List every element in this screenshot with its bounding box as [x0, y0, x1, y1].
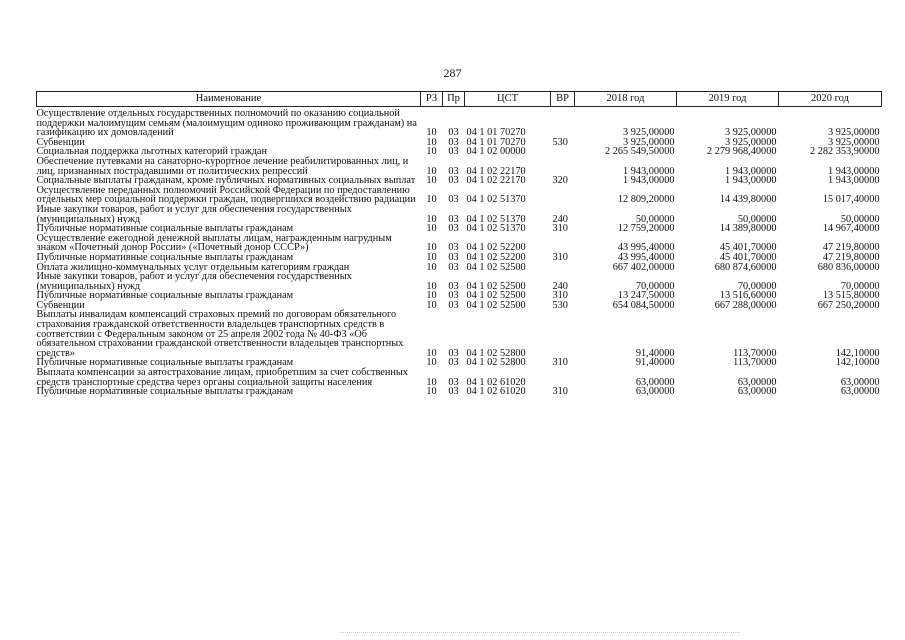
cell-name: Публичные нормативные социальные выплаты гражданам — [36, 290, 294, 302]
cell-name: Социальные выплаты гражданам, кроме публичных нормативных социальных выплат — [36, 175, 416, 187]
cell-2018: 63,00000 — [635, 386, 675, 398]
cell-2020: 667 250,20000 — [817, 299, 880, 311]
cell-2020: 680 836,00000 — [817, 261, 880, 273]
cell-cst: 04 1 02 00000 — [466, 146, 526, 158]
cell-vr: 310 — [552, 223, 568, 235]
cell-vr: 240 — [552, 280, 568, 292]
cell-2019: 14 439,80000 — [719, 194, 777, 206]
page-number: 287 — [443, 66, 462, 80]
cell-pr: 03 — [448, 136, 459, 148]
cell-2020: 70,00000 — [840, 280, 880, 292]
cell-2020: 50,00000 — [840, 213, 880, 225]
cell-2019: 45 401,70000 — [719, 242, 777, 254]
cell-2020: 142,10000 — [835, 347, 880, 359]
cell-2018: 43 995,40000 — [617, 251, 675, 263]
cell-cst: 04 1 02 52500 — [466, 290, 526, 302]
cell-2020: 63,00000 — [840, 386, 880, 398]
cell-rz: 10 — [426, 376, 437, 388]
cell-name: Осуществление отдельных государственных полномочий по оказанию социальной поддержки малоимущим семьям (малоимущим одиноко проживающим гражданам) на газификацию их домовладений — [36, 108, 417, 139]
cell-rz: 10 — [426, 194, 437, 206]
cell-name: Осуществление переданных полномочий Российской Федерации по предоставлению отдельных мер социальной поддержки граждан, подвергшихся воздействию радиации — [36, 184, 416, 206]
cell-rz: 10 — [426, 146, 437, 158]
cell-2018: 654 084,50000 — [612, 299, 675, 311]
cell-2019: 667 288,00000 — [714, 299, 777, 311]
cell-2019: 1 943,00000 — [725, 175, 777, 187]
cell-vr — [551, 263, 575, 273]
cell-2019: 70,00000 — [737, 280, 777, 292]
cell-2019: 1 943,00000 — [725, 165, 777, 177]
cell-name: Иные закупки товаров, работ и услуг для обеспечения государственных (муниципальных) нужд — [36, 203, 352, 225]
cell-2018: 13 247,50000 — [617, 290, 675, 302]
cell-vr — [551, 157, 575, 176]
cell-2018: 43 995,40000 — [617, 242, 675, 254]
table-row — [37, 107, 882, 138]
cell-2020: 1 943,00000 — [828, 165, 880, 177]
cell-2020: 13 515,80000 — [822, 290, 880, 302]
cell-vr: 530 — [552, 136, 568, 148]
cell-pr: 03 — [448, 347, 459, 359]
cell-2019: 2 279 968,40000 — [706, 146, 777, 158]
cell-2018: 667 402,00000 — [612, 261, 675, 273]
cell-pr: 03 — [448, 280, 459, 292]
table-row — [37, 368, 882, 387]
cell-pr: 03 — [448, 127, 459, 139]
cell-vr — [551, 368, 575, 387]
cell-rz: 10 — [426, 251, 437, 263]
cell-vr — [551, 310, 575, 358]
cell-2019: 13 516,60000 — [719, 290, 777, 302]
cell-cst: 04 1 02 52200 — [466, 251, 526, 263]
cell-name: Публичные нормативные социальные выплаты гражданам — [36, 357, 294, 369]
cell-2020: 2 282 353,90000 — [809, 146, 880, 158]
cell-2020: 14 967,40000 — [822, 223, 880, 235]
cell-cst: 04 1 02 52800 — [466, 347, 526, 359]
cell-vr: 310 — [552, 386, 568, 398]
table-row — [37, 310, 882, 358]
cell-pr: 03 — [448, 251, 459, 263]
cell-rz: 10 — [426, 127, 437, 139]
header-cst: ЦСТ — [465, 92, 551, 107]
cell-2019: 45 401,70000 — [719, 251, 777, 263]
cell-cst: 04 1 02 52800 — [466, 357, 526, 369]
cell-2018: 3 925,00000 — [623, 127, 675, 139]
cell-2019: 113,70000 — [733, 347, 777, 359]
cell-rz: 10 — [426, 213, 437, 225]
cell-2020: 1 943,00000 — [828, 175, 880, 187]
cell-2018: 3 925,00000 — [623, 136, 675, 148]
cell-rz: 10 — [426, 136, 437, 148]
cell-cst: 04 1 02 22170 — [466, 165, 526, 177]
cell-vr — [551, 107, 575, 138]
cell-2018: 50,00000 — [635, 213, 675, 225]
cell-rz: 10 — [426, 261, 437, 273]
cell-2019: 50,00000 — [737, 213, 777, 225]
cell-cst: 04 1 02 52200 — [466, 242, 526, 254]
cell-vr: 240 — [552, 213, 568, 225]
cell-rz: 10 — [426, 242, 437, 254]
cell-rz: 10 — [426, 299, 437, 311]
cell-vr: 310 — [552, 357, 568, 369]
cell-vr: 310 — [552, 290, 568, 302]
cell-pr: 03 — [448, 299, 459, 311]
header-rz: РЗ — [421, 92, 443, 107]
cell-2020: 3 925,00000 — [828, 136, 880, 148]
cell-rz: 10 — [426, 386, 437, 398]
cell-pr: 03 — [448, 290, 459, 302]
cell-vr: 320 — [552, 175, 568, 187]
cell-pr: 03 — [448, 213, 459, 225]
table-row — [37, 387, 882, 397]
cell-2018: 12 759,20000 — [617, 223, 675, 235]
cell-2020: 63,00000 — [840, 376, 880, 388]
header-2019: 2019 год — [677, 92, 779, 107]
cell-pr: 03 — [448, 165, 459, 177]
cell-2020: 47 219,80000 — [822, 242, 880, 254]
cell-cst: 04 1 02 51370 — [466, 194, 526, 206]
cell-name: Выплата компенсации за автострахование лицам, приобретшим за счет собственных средств транспортные средства через органы социальной защиты населения — [36, 367, 408, 388]
table-row — [37, 205, 882, 224]
cell-2020: 3 925,00000 — [828, 127, 880, 139]
cell-2019: 3 925,00000 — [725, 136, 777, 148]
cell-2018: 91,40000 — [635, 357, 675, 369]
header-vr: ВР — [551, 92, 575, 107]
cell-name: Обеспечение путевками на санаторно-курортное лечение реабилитированных лиц, и лиц, признанных пострадавшими от политических репрессий — [36, 155, 409, 177]
cell-vr: 310 — [552, 251, 568, 263]
cell-cst: 04 1 02 22170 — [466, 175, 526, 187]
cell-pr: 03 — [448, 261, 459, 273]
cell-name: Оплата жилищно-коммунальных услуг отдельным категориям граждан — [36, 261, 350, 273]
cell-pr: 03 — [448, 175, 459, 187]
cell-cst: 04 1 02 51370 — [466, 213, 526, 225]
table-row — [37, 272, 882, 291]
cell-2018: 12 809,20000 — [617, 194, 675, 206]
cell-pr: 03 — [448, 194, 459, 206]
cell-2020: 142,10000 — [835, 357, 880, 369]
cell-cst: 04 1 02 52500 — [466, 280, 526, 292]
cell-vr — [551, 186, 575, 205]
cell-2019: 3 925,00000 — [725, 127, 777, 139]
cell-2020: 47 219,80000 — [822, 251, 880, 263]
cell-cst: 04 1 02 61020 — [466, 376, 526, 388]
cell-name: Субвенции — [36, 299, 85, 311]
cell-name: Социальная поддержка льготных категорий граждан — [36, 146, 268, 158]
cell-pr: 03 — [448, 223, 459, 235]
cell-pr: 03 — [448, 376, 459, 388]
cell-2019: 14 389,80000 — [719, 223, 777, 235]
cell-name: Публичные нормативные социальные выплаты гражданам — [36, 386, 294, 398]
scan-artifact — [340, 632, 740, 635]
cell-2018: 70,00000 — [635, 280, 675, 292]
header-2020: 2020 год — [779, 92, 882, 107]
header-name: Наименование — [37, 92, 421, 107]
cell-2019: 63,00000 — [737, 376, 777, 388]
cell-rz: 10 — [426, 357, 437, 369]
cell-pr: 03 — [448, 242, 459, 254]
cell-name: Осуществление ежегодной денежной выплаты лицам, награжденным нагрудным знаком «Почетный донор России» («Почетный донор СССР») — [36, 232, 392, 254]
cell-name: Субвенции — [36, 136, 85, 148]
cell-cst: 04 1 02 51370 — [466, 223, 526, 235]
cell-2018: 1 943,00000 — [623, 175, 675, 187]
table-body — [37, 107, 882, 397]
cell-2018: 2 265 549,50000 — [604, 146, 675, 158]
cell-vr — [551, 147, 575, 157]
cell-pr: 03 — [448, 386, 459, 398]
cell-rz: 10 — [426, 290, 437, 302]
cell-pr: 03 — [448, 357, 459, 369]
cell-cst: 04 1 01 70270 — [466, 136, 526, 148]
table-row — [37, 186, 882, 205]
cell-2019: 113,70000 — [733, 357, 777, 369]
cell-pr: 03 — [448, 146, 459, 158]
cell-rz: 10 — [426, 347, 437, 359]
header-2018: 2018 год — [575, 92, 677, 107]
cell-cst: 04 1 02 52500 — [466, 299, 526, 311]
budget-table — [36, 91, 882, 397]
table-row — [37, 157, 882, 176]
cell-2018: 91,40000 — [635, 347, 675, 359]
cell-2019: 680 874,60000 — [714, 261, 777, 273]
cell-name: Иные закупки товаров, работ и услуг для обеспечения государственных (муниципальных) нужд — [36, 271, 352, 292]
cell-rz: 10 — [426, 165, 437, 177]
cell-2018: 63,00000 — [635, 376, 675, 388]
table-row — [37, 234, 882, 253]
cell-name: Выплаты инвалидам компенсаций страховых премий по договорам обязательного страхования гражданской ответственности владельцев транспортных средств в соответствии с Федеральным законом от 25 апреля 2002 года № 40-ФЗ «Об обязательном страховании гражданской ответственности владельцев транспортных средств» — [36, 309, 404, 359]
cell-2020: 15 017,40000 — [822, 194, 880, 206]
cell-rz: 10 — [426, 223, 437, 235]
cell-rz: 10 — [426, 280, 437, 292]
cell-2018: 1 943,00000 — [623, 165, 675, 177]
table-header-row — [37, 92, 882, 107]
cell-cst: 04 1 02 61020 — [466, 386, 526, 398]
cell-2019: 63,00000 — [737, 386, 777, 398]
cell-name: Публичные нормативные социальные выплаты гражданам — [36, 223, 294, 235]
cell-vr — [551, 234, 575, 253]
cell-cst: 04 1 02 52500 — [466, 261, 526, 273]
cell-name: Публичные нормативные социальные выплаты гражданам — [36, 251, 294, 263]
header-pr: Пр — [443, 92, 465, 107]
cell-rz: 10 — [426, 175, 437, 187]
cell-cst: 04 1 01 70270 — [466, 127, 526, 139]
cell-vr: 530 — [552, 299, 568, 311]
